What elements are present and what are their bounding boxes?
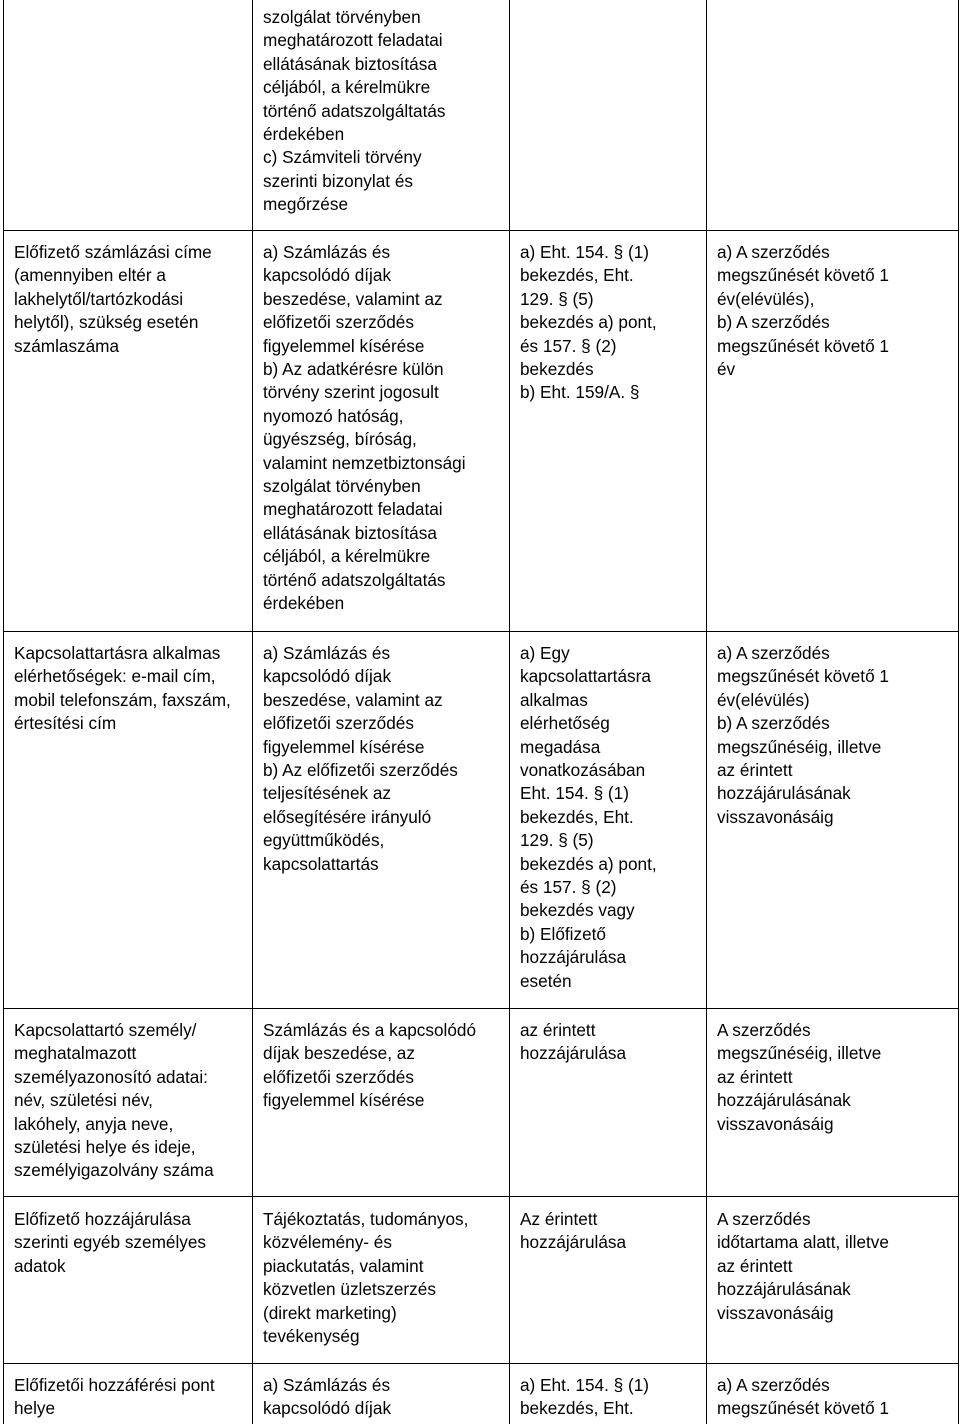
column-divider-2 xyxy=(509,0,510,1424)
row-divider xyxy=(3,1363,958,1364)
row-divider xyxy=(3,631,958,632)
duration-cell: a) A szerződés megszűnését követő 1 év(elévülés), b) A szerződés megszűnését követő 1 év xyxy=(717,242,889,380)
purpose-cell: Tájékoztatás, tudományos, közvélemény- és piackutatás, valamint közvetlen üzletszerzés (direkt marketing) tevékenység xyxy=(263,1209,469,1347)
table-border-left xyxy=(3,0,4,1424)
purpose-cell: szolgálat törvényben meghatározott feladatai ellátásának biztosítása céljából, a kérelmükre történő adatszolgáltatás érdekében c) Számviteli törvény szerinti bizonylat és megőrzése xyxy=(263,7,446,215)
legal-basis-cell: Az érintett hozzájárulása xyxy=(520,1209,627,1253)
category-cell: Előfizető hozzájárulása szerinti egyéb személyes adatok xyxy=(14,1209,207,1276)
purpose-cell: Számlázás és a kapcsolódó díjak beszedése, az előfizetői szerződés figyelemmel kísérése xyxy=(263,1020,477,1111)
table-border-right xyxy=(958,0,959,1424)
column-divider-3 xyxy=(706,0,707,1424)
column-divider-1 xyxy=(252,0,253,1424)
duration-cell: a) A szerződés megszűnését követő 1 xyxy=(717,1375,889,1419)
legal-basis-cell: az érintett hozzájárulása xyxy=(520,1020,627,1064)
category-cell: Kapcsolattartásra alkalmas elérhetőségek: e-mail cím, mobil telefonszám, faxszám, értesítési cím xyxy=(14,643,231,734)
purpose-cell: a) Számlázás és kapcsolódó díjak beszedése, valamint az előfizetői szerződés figyelemmel kísérése b) Az előfizetői szerződés teljesítésének az elősegítésére irányuló együttműködés, kapcsolattartás xyxy=(263,643,458,874)
purpose-cell: a) Számlázás és kapcsolódó díjak beszedése, valamint az előfizetői szerződés figyelemmel kísérése b) Az adatkérésre külön törvény szerint jogosult nyomozó hatóság, ügyészség, bíróság, valamint nemzetbiztonsági szolgálat törvényben meghatározott feladatai ellátásának biztosítása céljából, a kérelmükre történő adatszolgáltatás érdekében xyxy=(263,242,466,614)
purpose-cell: a) Számlázás és kapcsolódó díjak xyxy=(263,1375,392,1419)
legal-basis-cell: a) Eht. 154. § (1) bekezdés, Eht. xyxy=(520,1375,649,1419)
category-cell: Előfizető számlázási címe (amennyiben eltér a lakhelytől/tartózkodási helytől), szükség esetén számlaszáma xyxy=(14,242,212,356)
category-cell: Előfizetői hozzáférési pont helye xyxy=(14,1375,215,1419)
row-divider xyxy=(3,1196,958,1197)
legal-basis-cell: a) Egy kapcsolattartásra alkalmas elérhetőség megadása vonatkozásában Eht. 154. § (1) bekezdés, Eht. 129. § (5) bekezdés a) pont, és 157. § (2) bekezdés vagy b) Előfizető hozzájárulása esetén xyxy=(520,643,657,991)
duration-cell: A szerződés időtartama alatt, illetve az érintett hozzájárulásának visszavonásáig xyxy=(717,1209,889,1323)
row-divider xyxy=(3,1008,958,1009)
row-divider xyxy=(3,230,958,231)
category-cell: Kapcsolattartó személy/ meghatalmazott személyazonosító adatai: név, születési név, lakóhely, anyja neve, születési helye és ideje, személyigazolvány száma xyxy=(14,1020,214,1181)
legal-basis-cell: a) Eht. 154. § (1) bekezdés, Eht. 129. § (5) bekezdés a) pont, és 157. § (2) bekezdés b) Eht. 159/A. § xyxy=(520,242,657,403)
duration-cell: A szerződés megszűnéséig, illetve az érintett hozzájárulásának visszavonásáig xyxy=(717,1020,882,1134)
duration-cell: a) A szerződés megszűnését követő 1 év(elévülés) b) A szerződés megszűnéséig, illetve az érintett hozzájárulásának visszavonásáig xyxy=(717,643,889,827)
